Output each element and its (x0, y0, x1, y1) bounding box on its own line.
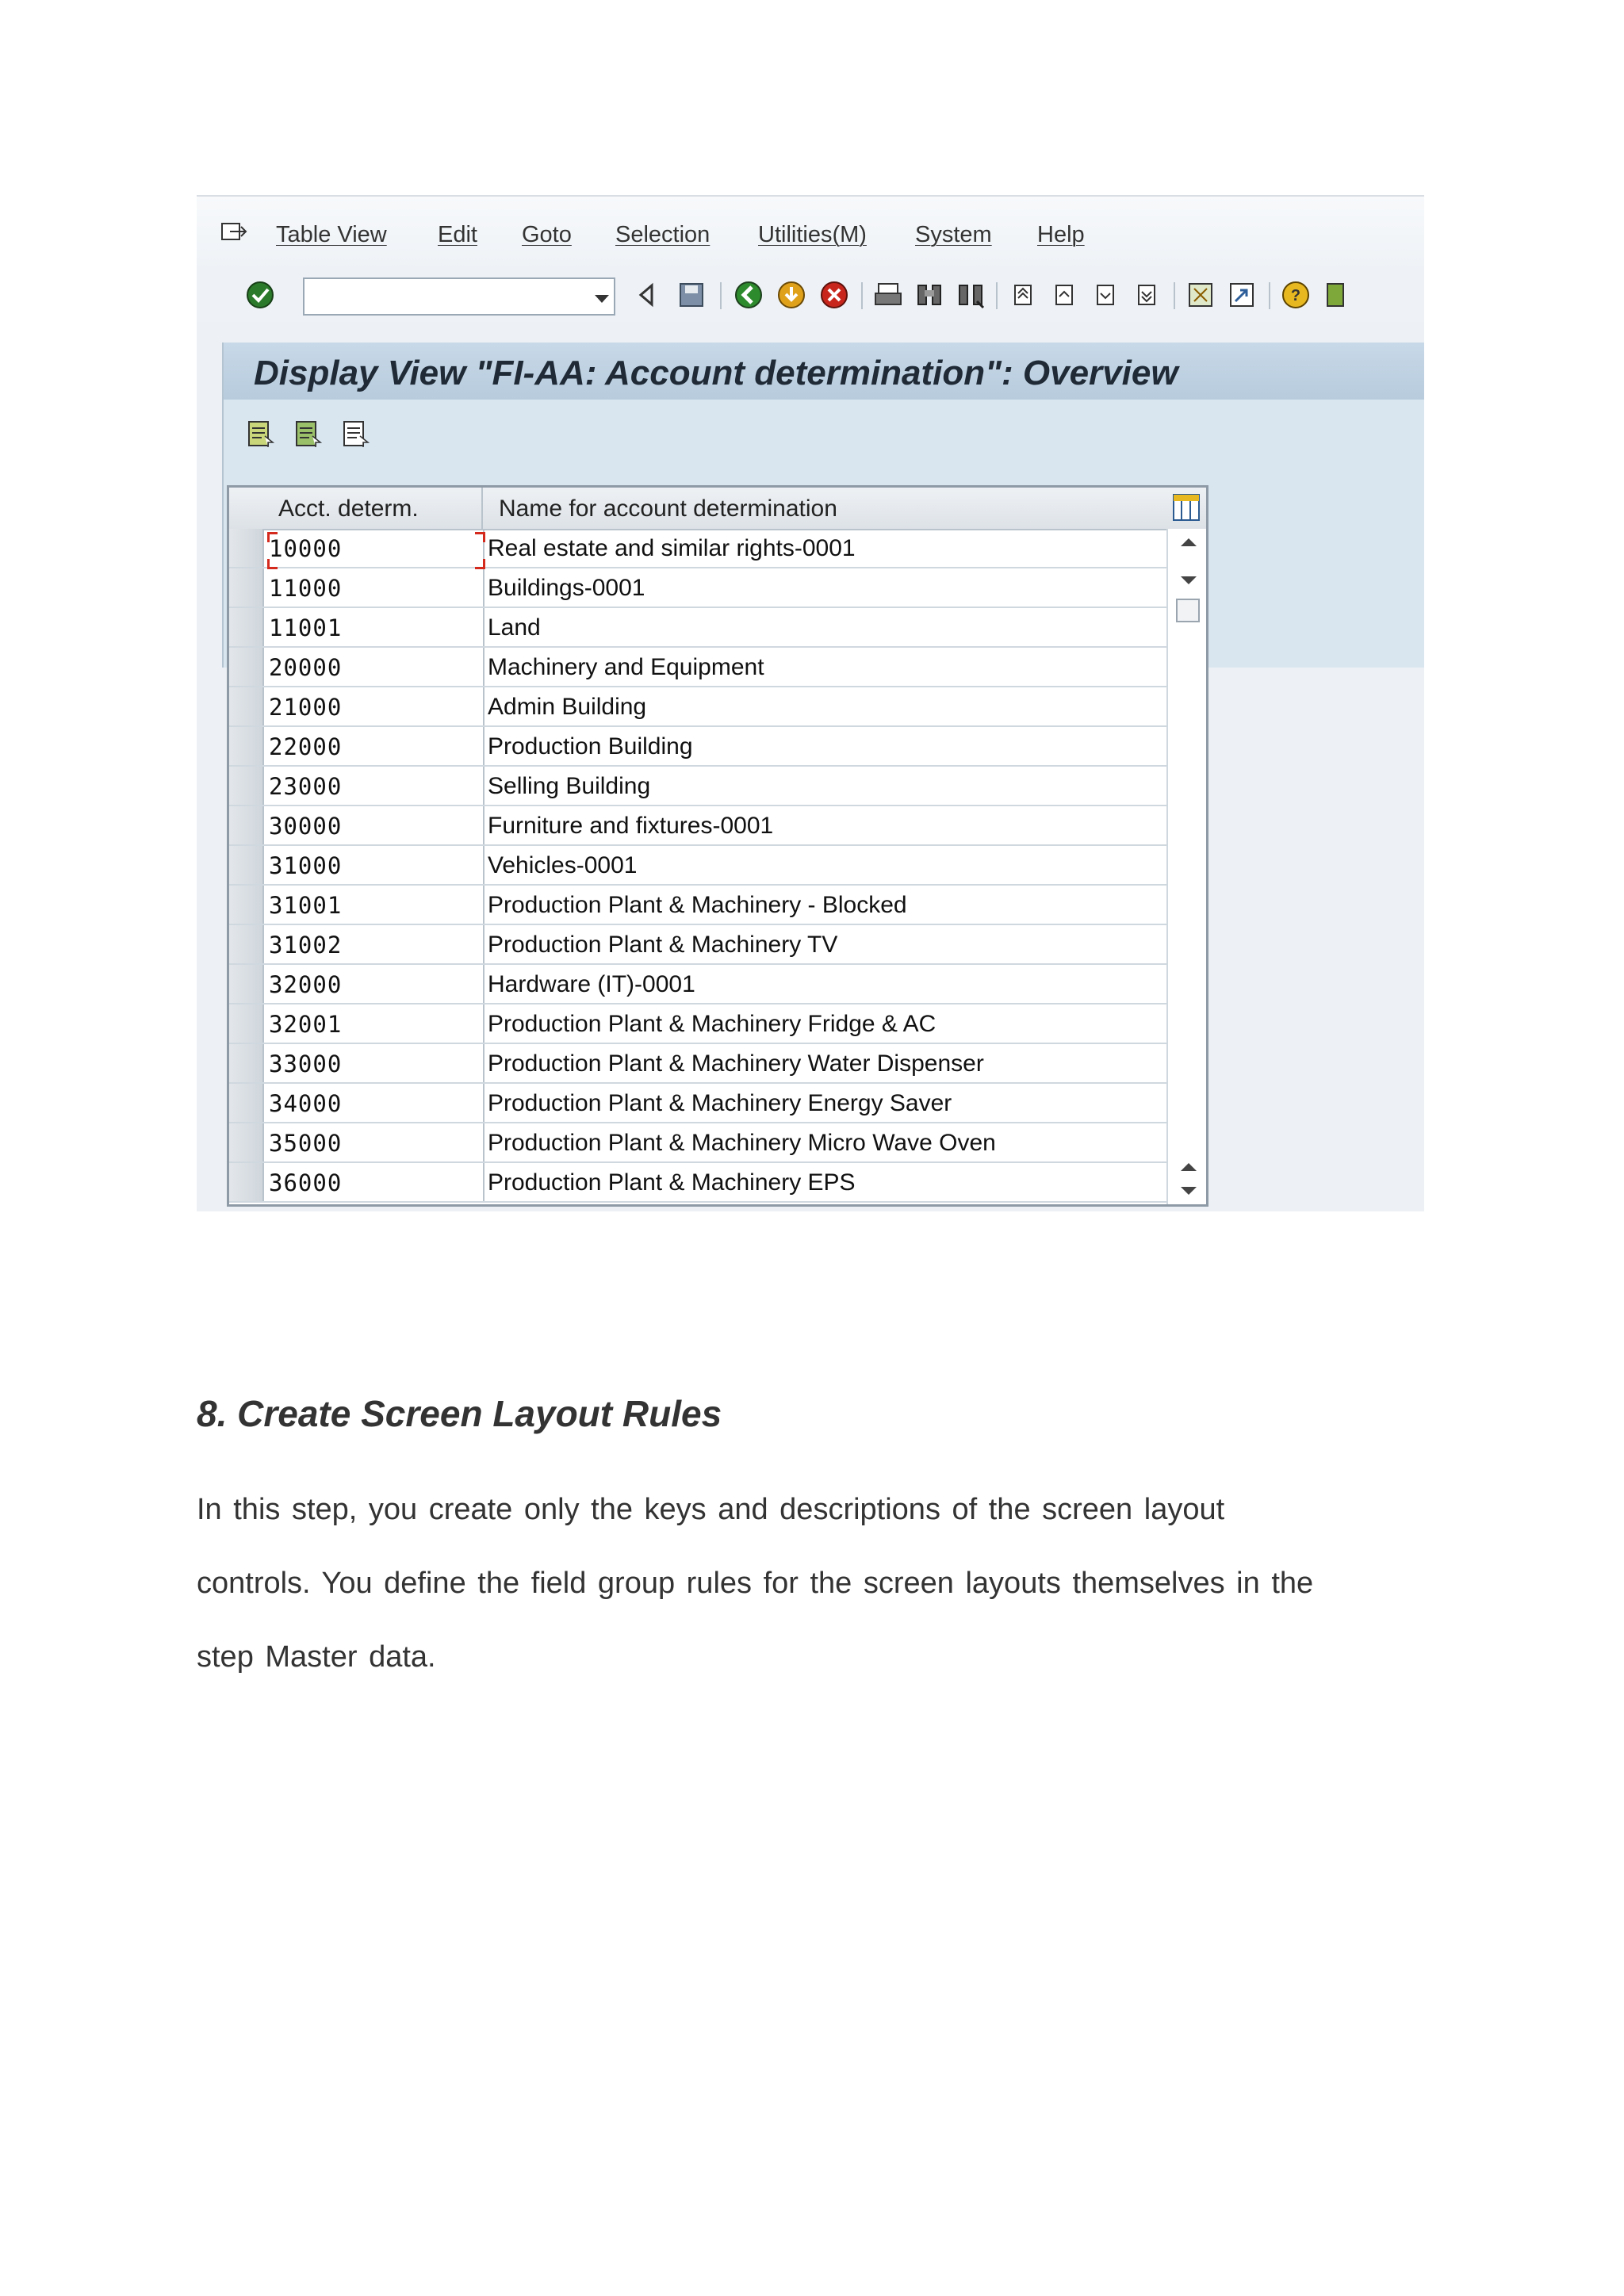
table-row[interactable] (229, 1044, 1168, 1084)
customize-layout-icon[interactable] (1321, 279, 1353, 311)
table-row[interactable] (229, 886, 1168, 925)
table-row[interactable] (229, 925, 1168, 965)
section-heading: 8. Create Screen Layout Rules (197, 1393, 722, 1434)
column-header-acct-determ[interactable]: Acct. determ. (278, 496, 419, 522)
table-settings-icon[interactable] (1171, 492, 1201, 522)
cancel-icon[interactable] (818, 279, 850, 311)
acct-determ-cell[interactable]: 36000 (269, 1169, 343, 1196)
table-row[interactable] (229, 767, 1168, 806)
last-page-icon[interactable] (1131, 279, 1162, 311)
table-row[interactable] (229, 727, 1168, 767)
acct-determ-cell[interactable]: 11001 (269, 614, 343, 641)
row-selector[interactable] (229, 886, 264, 924)
acct-determ-cell[interactable]: 34000 (269, 1090, 343, 1117)
cursor-marker (475, 532, 485, 542)
name-cell[interactable]: Buildings-0001 (488, 575, 645, 601)
enter-icon[interactable] (244, 279, 276, 311)
save-icon[interactable] (676, 279, 707, 311)
name-cell[interactable]: Production Building (488, 733, 693, 760)
create-session-icon[interactable] (1185, 279, 1216, 311)
row-selector[interactable] (229, 529, 264, 567)
table-row[interactable] (229, 648, 1168, 687)
name-cell[interactable]: Production Plant & Machinery EPS (488, 1169, 856, 1196)
name-cell[interactable]: Production Plant & Machinery Micro Wave Oven (488, 1130, 996, 1156)
acct-determ-cell[interactable]: 31001 (269, 892, 343, 919)
section-paragraph: In this step, you create only the keys and descriptions of the screen layout controls. You define the field group rules for the screen layouts themselves in the step Master data. (197, 1493, 1314, 1674)
menu-utilities[interactable]: Utilities(M) (758, 222, 867, 247)
acct-determ-cell[interactable]: 11000 (269, 575, 343, 602)
back-icon[interactable] (733, 279, 764, 311)
acct-determ-cell[interactable]: 31002 (269, 932, 343, 959)
dropdown-arrow-icon[interactable] (595, 295, 609, 303)
acct-determ-cell[interactable]: 30000 (269, 813, 343, 840)
print-icon[interactable] (872, 279, 904, 311)
page-down-icon[interactable] (1181, 1187, 1197, 1195)
row-selector[interactable] (229, 1044, 264, 1082)
print-list-icon[interactable] (293, 419, 324, 449)
menu-edit[interactable]: Edit (438, 222, 477, 247)
help-icon[interactable] (1280, 279, 1312, 311)
table-row[interactable] (229, 529, 1168, 568)
name-cell[interactable]: Machinery and Equipment (488, 654, 764, 680)
svg-text:?: ? (1290, 287, 1301, 304)
row-selector[interactable] (229, 1004, 264, 1043)
row-selector[interactable] (229, 568, 264, 607)
name-cell[interactable]: Hardware (IT)-0001 (488, 971, 695, 997)
name-cell[interactable]: Production Plant & Machinery Water Dispenser (488, 1050, 984, 1077)
page-up-icon[interactable] (1181, 1163, 1197, 1171)
find-next-icon[interactable] (955, 279, 986, 311)
table-row[interactable] (229, 568, 1168, 608)
find-icon[interactable] (914, 279, 945, 311)
collapse-left-icon[interactable] (631, 279, 663, 311)
acct-determ-cell[interactable]: 32000 (269, 971, 343, 998)
name-cell[interactable]: Production Plant & Machinery - Blocked (488, 892, 907, 918)
row-selector[interactable] (229, 1163, 264, 1201)
row-selector[interactable] (229, 965, 264, 1003)
name-cell[interactable]: Production Plant & Machinery TV (488, 932, 838, 958)
table-row[interactable] (229, 1084, 1168, 1123)
scroll-down-icon[interactable] (1181, 576, 1197, 584)
name-cell[interactable]: Furniture and fixtures-0001 (488, 813, 774, 839)
name-cell[interactable]: Selling Building (488, 773, 651, 799)
first-page-icon[interactable] (1007, 279, 1039, 311)
acct-determ-cell[interactable]: 10000 (269, 535, 343, 562)
previous-page-icon[interactable] (1048, 279, 1080, 311)
table-row[interactable] (229, 608, 1168, 648)
exit-icon[interactable] (776, 279, 807, 311)
menu-system[interactable]: System (915, 222, 992, 247)
table-header (229, 488, 1206, 530)
menu-bar (197, 195, 1424, 271)
table-row[interactable] (229, 846, 1168, 886)
row-selector[interactable] (229, 648, 264, 686)
row-selector[interactable] (229, 806, 264, 844)
cursor-marker (267, 559, 278, 569)
table-row[interactable] (229, 1123, 1168, 1163)
shortcut-icon[interactable] (1226, 279, 1258, 311)
name-cell[interactable]: Land (488, 614, 541, 641)
name-cell[interactable]: Admin Building (488, 694, 647, 720)
cursor-marker (267, 532, 278, 542)
row-selector[interactable] (229, 608, 264, 646)
table-row[interactable] (229, 806, 1168, 846)
table-row[interactable] (229, 1004, 1168, 1044)
acct-determ-cell[interactable]: 20000 (269, 654, 343, 681)
scroll-thumb[interactable] (1176, 599, 1200, 622)
details-icon[interactable] (246, 419, 276, 449)
acct-determ-cell[interactable]: 21000 (269, 694, 343, 721)
next-page-icon[interactable] (1090, 279, 1121, 311)
vertical-scrollbar[interactable] (1166, 529, 1206, 1204)
acct-determ-cell[interactable]: 23000 (269, 773, 343, 800)
sap-screenshot (197, 195, 1424, 1211)
account-determination-table (227, 485, 1208, 1207)
acct-determ-cell[interactable]: 35000 (269, 1130, 343, 1157)
cursor-marker (475, 559, 485, 569)
row-selector[interactable] (229, 1123, 264, 1161)
table-row[interactable] (229, 687, 1168, 727)
acct-determ-cell[interactable]: 32001 (269, 1011, 343, 1038)
menu-icon[interactable] (220, 220, 247, 243)
title-bar (224, 342, 1424, 400)
name-cell[interactable]: Production Plant & Machinery Energy Saver (488, 1090, 952, 1116)
menu-table-view[interactable]: Table View (276, 222, 387, 247)
name-cell[interactable]: Real estate and similar rights-0001 (488, 535, 856, 561)
table-rows (229, 529, 1168, 1203)
column-header-name[interactable]: Name for account determination (499, 496, 837, 522)
row-selector[interactable] (229, 727, 264, 765)
row-selector[interactable] (229, 925, 264, 963)
screen-title: Display View "FI-AA: Account determination": Overview (254, 354, 1178, 392)
menu-selection[interactable]: Selection (615, 222, 710, 247)
command-field[interactable] (303, 277, 615, 316)
menu-help[interactable]: Help (1037, 222, 1085, 247)
row-selector[interactable] (229, 767, 264, 805)
name-cell[interactable]: Vehicles-0001 (488, 852, 638, 878)
row-selector[interactable] (229, 1084, 264, 1122)
acct-determ-cell[interactable]: 22000 (269, 733, 343, 760)
name-cell[interactable]: Production Plant & Machinery Fridge & AC (488, 1011, 936, 1037)
menu-goto[interactable]: Goto (522, 222, 572, 247)
select-block-icon[interactable] (341, 419, 371, 449)
row-selector[interactable] (229, 687, 264, 725)
row-selector[interactable] (229, 846, 264, 884)
table-row[interactable] (229, 1163, 1168, 1203)
table-row[interactable] (229, 965, 1168, 1004)
acct-determ-cell[interactable]: 31000 (269, 852, 343, 879)
scroll-up-icon[interactable] (1181, 538, 1197, 546)
acct-determ-cell[interactable]: 33000 (269, 1050, 343, 1077)
standard-toolbar (197, 270, 1424, 322)
